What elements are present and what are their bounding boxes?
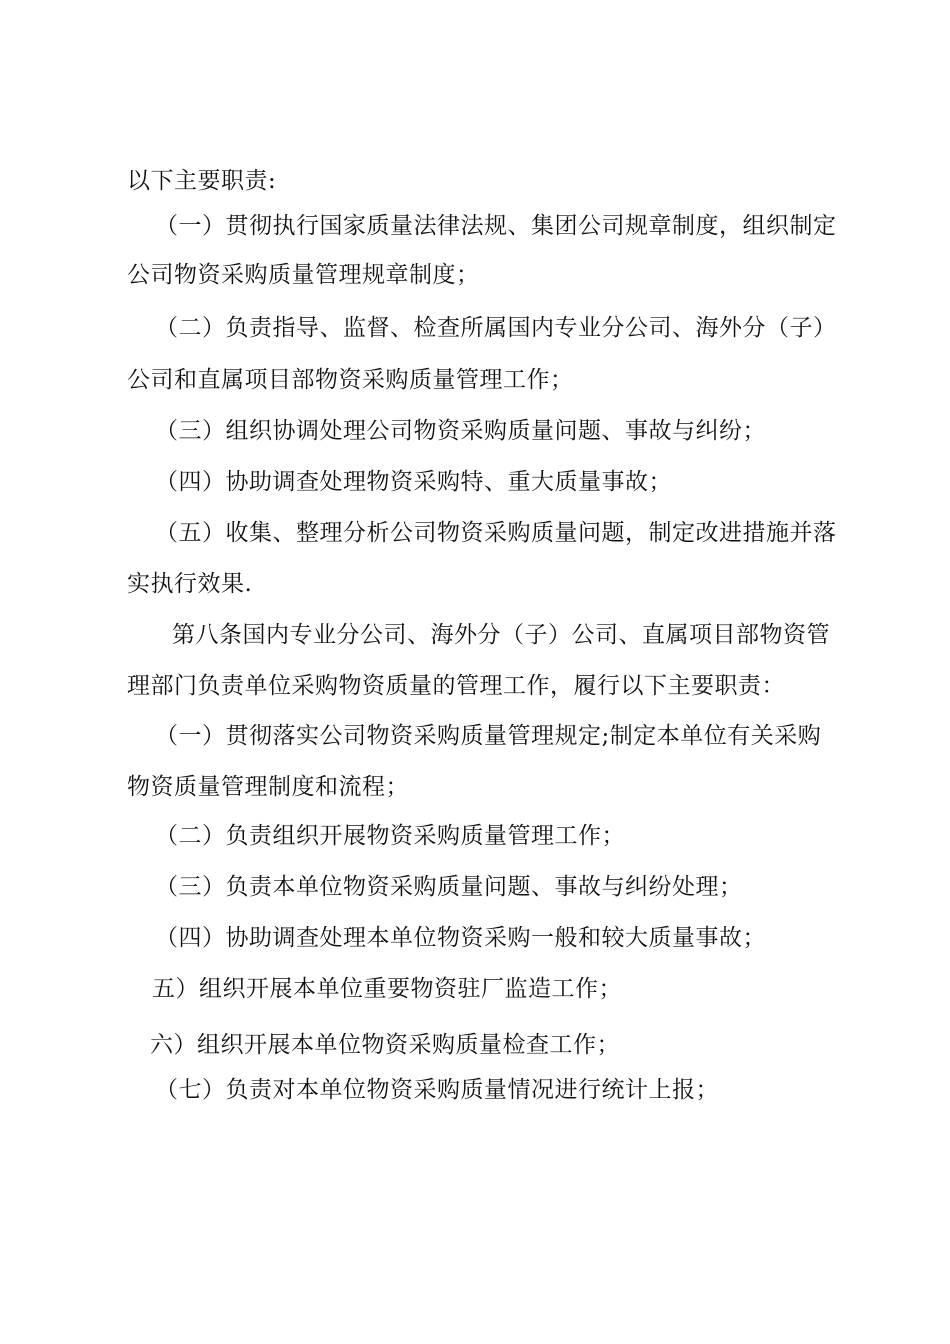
- text-line: （七）负责对本单位物资采购质量情况进行统计上报；: [155, 1077, 719, 1103]
- text-line: （四）协助调查处理本单位物资采购一般和较大质量事故；: [155, 925, 766, 951]
- text-line: （二）负责指导、监督、检查所属国内专业分公司、海外分（子）: [155, 315, 837, 341]
- text-line: 公司和直属项目部物资采购质量管理工作；: [127, 367, 574, 393]
- text-line: 物资质量管理制度和流程；: [127, 774, 409, 800]
- text-line: （五）收集、整理分析公司物资采购质量问题，制定改进措施并落: [155, 520, 837, 546]
- text-line: （二）负责组织开展物资采购质量管理工作；: [155, 823, 625, 849]
- text-line: （三）组织协调处理公司物资采购质量问题、事故与纠纷；: [155, 418, 766, 444]
- text-line: 公司物资采购质量管理规章制度；: [127, 262, 480, 288]
- text-line: 第八条国内专业分公司、海外分（子）公司、直属项目部物资管: [172, 622, 830, 648]
- text-line: （一）贯彻执行国家质量法律法规、集团公司规章制度，组织制定: [155, 213, 837, 239]
- text-line: （一）贯彻落实公司物资采购质量管理规定;制定本单位有关采购: [155, 723, 822, 749]
- text-line: 六）组织开展本单位物资采购质量检查工作；: [150, 1032, 620, 1058]
- text-line: 实执行效果.: [127, 571, 253, 597]
- text-line: （三）负责本单位物资采购质量问题、事故与纠纷处理；: [155, 874, 743, 900]
- text-line: 理部门负责单位采购物资质量的管理工作，履行以下主要职责：: [127, 673, 785, 699]
- text-line: 以下主要职责:: [127, 168, 277, 194]
- text-line: 五）组织开展本单位重要物资驻厂监造工作；: [152, 976, 622, 1002]
- text-line: （四）协助调查处理物资采购特、重大质量事故；: [155, 469, 672, 495]
